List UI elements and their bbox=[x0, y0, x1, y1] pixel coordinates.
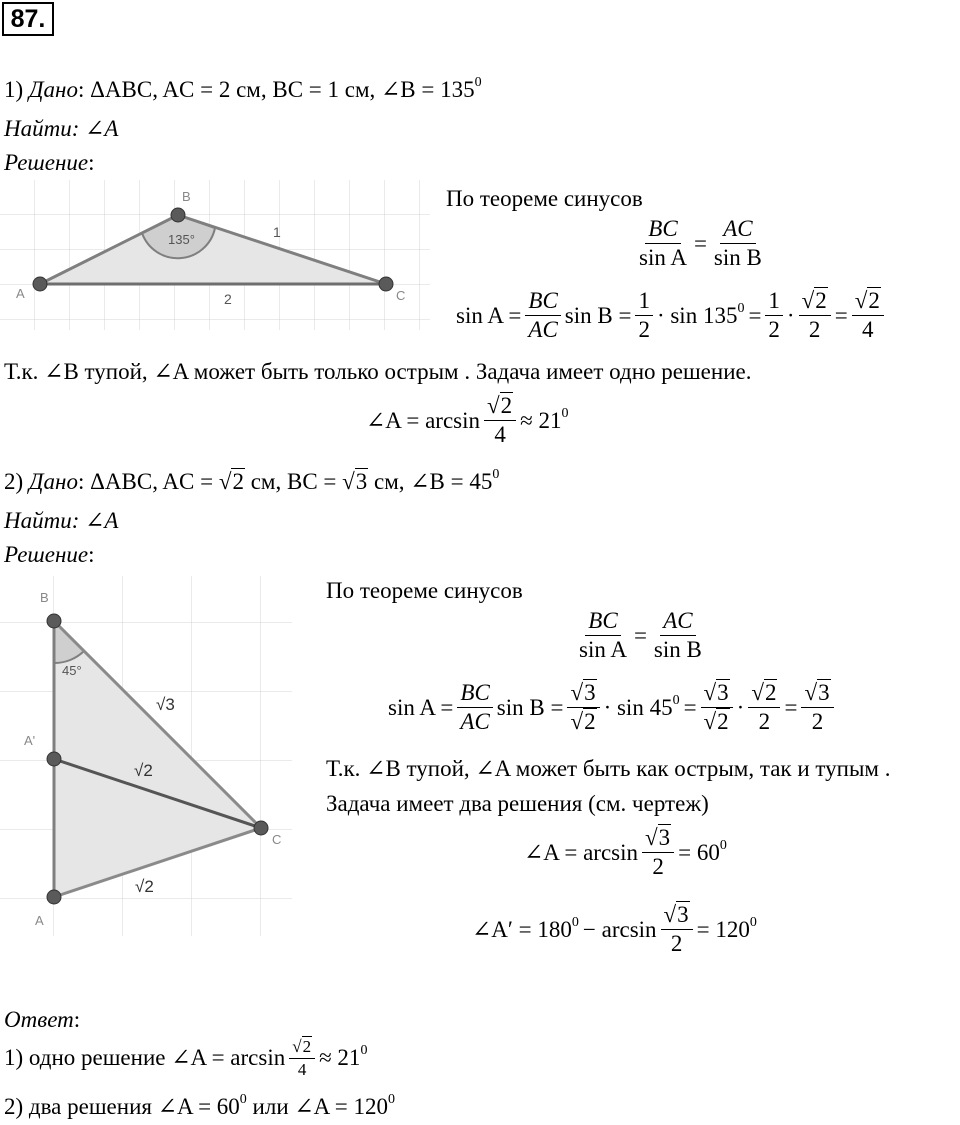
point-a bbox=[33, 277, 47, 291]
expr: ∠A′ = 180 bbox=[472, 916, 572, 942]
expr: ≈ 21 bbox=[520, 407, 562, 433]
solution-label-1 bbox=[4, 151, 95, 174]
equals: = bbox=[748, 302, 762, 328]
given-text: см, BC = bbox=[244, 469, 343, 494]
frac-num: 1 bbox=[635, 289, 653, 316]
label-b: B bbox=[182, 189, 191, 204]
expr: ∠A = arcsin bbox=[366, 407, 481, 433]
label-a: A bbox=[16, 286, 25, 301]
frac-num: AC bbox=[720, 217, 755, 244]
result-2a: ∠A = arcsin $\frac{√3}{2}$ = $60^0$ bbox=[524, 825, 727, 880]
expr: sin A = bbox=[388, 694, 454, 720]
degree: 0 bbox=[719, 837, 727, 853]
point-c bbox=[379, 277, 393, 291]
angle-label: 45° bbox=[62, 663, 82, 678]
expr: sin B = bbox=[564, 302, 632, 328]
frac-num: 1 bbox=[765, 289, 783, 316]
frac-den: 2 bbox=[670, 931, 683, 957]
radicand: 2 bbox=[584, 709, 596, 735]
expr: · sin 45 bbox=[603, 694, 673, 720]
solution-word: Решение bbox=[4, 542, 89, 567]
colon: : bbox=[88, 542, 95, 567]
triangle-figure-2 bbox=[0, 576, 292, 936]
frac-den: AC bbox=[460, 709, 490, 735]
point-c bbox=[254, 821, 268, 835]
theorem-text-2: По теореме синусов bbox=[326, 578, 523, 603]
solution-label-2 bbox=[4, 543, 95, 566]
problem-number: 87. bbox=[2, 2, 54, 36]
expr: 1) одно решение ∠A = arcsin bbox=[4, 1045, 286, 1071]
radicand: 3 bbox=[677, 902, 689, 927]
colon: : bbox=[88, 150, 95, 175]
theorem-text-1: По теореме синусов bbox=[446, 186, 643, 211]
frac-num: AC bbox=[660, 609, 695, 636]
expr: = 60 bbox=[678, 839, 720, 865]
radicand: 3 bbox=[355, 469, 368, 494]
result-2b: ∠A′ = $180^0$ − arcsin $\frac{√3}{2}$ = $120^0$ bbox=[472, 902, 757, 957]
degree: 0 bbox=[749, 914, 757, 930]
frac-den: 2 bbox=[811, 709, 824, 735]
frac-den: sin B bbox=[713, 245, 762, 271]
given-line-1 bbox=[4, 75, 482, 102]
label-a1: A' bbox=[24, 733, 36, 748]
frac-num: BC bbox=[585, 609, 620, 636]
frac-den: 4 bbox=[862, 317, 874, 343]
triangle-figure-1 bbox=[0, 180, 430, 330]
expr: ∠A = arcsin bbox=[524, 839, 639, 865]
frac-den: 2 bbox=[808, 317, 821, 343]
radicand: 2 bbox=[815, 288, 827, 313]
degree: 0 bbox=[239, 1092, 247, 1107]
colon: : bbox=[73, 1007, 81, 1032]
radicand: 3 bbox=[658, 825, 671, 850]
expr: или ∠A = 120 bbox=[246, 1094, 388, 1119]
radicand: 2 bbox=[500, 393, 513, 418]
frac-num: BC bbox=[457, 681, 492, 708]
given-word: Дано bbox=[28, 77, 78, 102]
part-label: 1) bbox=[4, 77, 29, 102]
degree: 0 bbox=[561, 405, 569, 421]
equals: = bbox=[784, 694, 798, 720]
radicand: 3 bbox=[584, 680, 596, 705]
given-text: : ΔABC, AC = bbox=[77, 469, 219, 494]
note-2b: Задача имеет два решения (см. чертеж) bbox=[326, 791, 709, 816]
side-ac-label: 2 bbox=[224, 291, 232, 307]
degree: 0 bbox=[474, 75, 482, 90]
find-line-1: Найти: ∠A bbox=[4, 116, 119, 141]
sine-calc-1: sin A = $\frac{BC}{AC}$ sin B = $\frac{1}{2}$ · $\sin 135^0$ = $\frac{1}{2}$ · $\frac{√2}{2}$ = $\frac{√2}{4}$ bbox=[454, 289, 886, 342]
result-1: ∠A = arcsin $\frac{√2}{4}$ ≈ $21^0$ bbox=[366, 393, 569, 448]
frac-den: 2 bbox=[758, 709, 771, 735]
degree: 0 bbox=[492, 467, 500, 482]
equals: = bbox=[834, 302, 848, 328]
frac-den: 2 bbox=[652, 854, 664, 880]
expr: = 120 bbox=[696, 916, 750, 942]
radicand: 2 bbox=[868, 288, 880, 313]
frac-den: 2 bbox=[638, 317, 650, 343]
point-a bbox=[47, 890, 61, 904]
angle-label: 135° bbox=[168, 232, 195, 247]
radicand: 2 bbox=[717, 709, 729, 735]
given-text: см, ∠B = 45 bbox=[368, 469, 493, 494]
part-label: 2) bbox=[4, 469, 29, 494]
frac-den: sin A bbox=[579, 637, 627, 663]
side-bc-label: √3 bbox=[156, 695, 175, 714]
radicand: 2 bbox=[302, 1037, 312, 1056]
answer-line-1: 1) одно решение ∠A = arcsin $\frac{√2}{4}$ ≈ $21^0$ bbox=[4, 1037, 368, 1079]
frac-num: BC bbox=[525, 289, 560, 316]
degree: 0 bbox=[737, 300, 745, 316]
label-c: C bbox=[272, 832, 282, 847]
equals: = bbox=[693, 230, 707, 256]
label-b: B bbox=[40, 590, 49, 605]
note-2a: Т.к. ∠B тупой, ∠A может быть как острым, так и тупым . bbox=[326, 756, 891, 781]
expr: · sin 135 bbox=[656, 302, 738, 328]
note-1: Т.к. ∠B тупой, ∠A может быть только острым . Задача имеет одно решение. bbox=[4, 359, 752, 384]
radicand: 3 bbox=[717, 680, 729, 705]
frac-num: BC bbox=[645, 217, 680, 244]
expr: ≈ 21 bbox=[319, 1045, 361, 1071]
frac-den: AC bbox=[528, 317, 558, 343]
frac-den: 4 bbox=[494, 422, 506, 448]
answer-line-2 bbox=[4, 1092, 395, 1119]
find-line-2: Найти: ∠A bbox=[4, 508, 119, 533]
degree: 0 bbox=[360, 1043, 368, 1059]
point-b bbox=[171, 208, 185, 222]
degree: 0 bbox=[387, 1092, 395, 1107]
answer-label bbox=[4, 1008, 80, 1031]
expr: 2) два решения ∠A = 60 bbox=[4, 1094, 240, 1119]
radicand: 2 bbox=[232, 469, 244, 494]
side-bc-label: 1 bbox=[273, 224, 281, 240]
sine-law-2 bbox=[574, 609, 707, 662]
radicand: 3 bbox=[818, 680, 830, 705]
given-line-2: 2) Дано: ΔABC, AC = √2 см, BC = √3 см, ∠B = $45^0$ bbox=[4, 467, 500, 494]
degree: 0 bbox=[571, 914, 579, 930]
side-a1c-label: √2 bbox=[134, 761, 153, 780]
solution-word: Решение bbox=[4, 150, 89, 175]
frac-den: sin B bbox=[653, 637, 702, 663]
given-text: : ΔABC, AC = 2 см, BC = 1 см, ∠B = 135 bbox=[77, 77, 475, 102]
sine-calc-2: sin A = $\frac{BC}{AC}$ sin B = $\frac{√3}{√2}$ · $\sin 45^0$ = $\frac{√3}{√2}$ · $\frac{√2}{2}$ = $\frac{√3}{2}$ bbox=[386, 681, 836, 734]
answer-word: Ответ bbox=[4, 1007, 74, 1032]
point-a1 bbox=[47, 752, 61, 766]
point-b bbox=[47, 614, 61, 628]
frac-den: 2 bbox=[768, 317, 780, 343]
expr: sin B = bbox=[496, 694, 564, 720]
frac-den: 4 bbox=[297, 1059, 307, 1079]
given-word: Дано bbox=[28, 469, 78, 494]
expr: sin A = bbox=[456, 302, 522, 328]
side-ac-label: √2 bbox=[135, 877, 154, 896]
expr: − arcsin bbox=[582, 916, 657, 942]
equals: = bbox=[683, 694, 697, 720]
sine-law-1 bbox=[634, 217, 767, 270]
radicand: 2 bbox=[764, 680, 777, 705]
degree: 0 bbox=[672, 692, 680, 708]
label-c: C bbox=[396, 288, 406, 303]
equals: = bbox=[633, 622, 647, 648]
label-a: A bbox=[35, 913, 44, 928]
frac-den: sin A bbox=[639, 245, 687, 271]
